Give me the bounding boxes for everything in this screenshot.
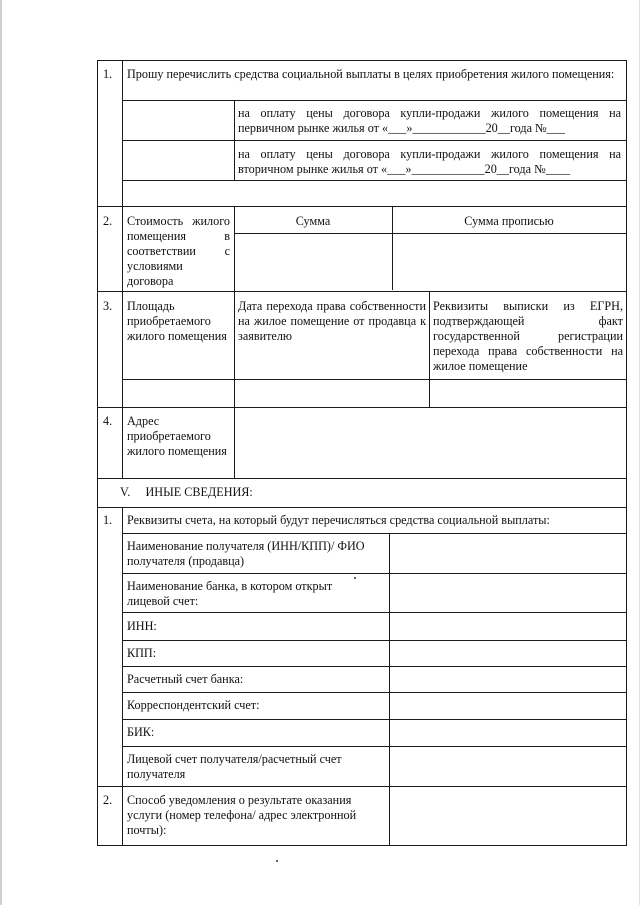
bank-name-label: Наименование банка, в котором открыт лицевой счет: [127, 579, 333, 608]
scan-speck [276, 860, 278, 862]
scan-speck [354, 577, 356, 579]
rule [97, 478, 627, 479]
table-border-left [97, 60, 98, 845]
item-number: 2. [103, 214, 113, 228]
rule [97, 206, 627, 207]
rule [97, 786, 627, 787]
num-column-divider-top [122, 60, 123, 478]
rule [122, 140, 627, 141]
rule [122, 100, 627, 101]
item-number: 4. [103, 414, 113, 428]
scan-edge-left [0, 0, 2, 905]
item1-request-text: Прошу перечислить средства социальной выплаты в целях приобретения жилого помещения: [127, 67, 615, 81]
column-header-sum: Сумма [295, 214, 331, 228]
recipient-account-label: Лицевой счет получателя/расчетный счет получателя [127, 752, 342, 781]
column-header-sum-in-words: Сумма прописью [464, 214, 554, 228]
recipient-name-label: Наименование получателя (ИНН/КПП)/ ФИО получателя (продавца) [127, 539, 365, 568]
correspondent-account-label: Корреспондентский счет: [127, 698, 260, 712]
account-details-text: Реквизиты счета, на который будут перечисляться средства социальной выплаты: [127, 513, 550, 527]
label-column-divider [234, 206, 235, 478]
rule [234, 233, 627, 234]
rule [122, 533, 627, 534]
option-secondary-market: на оплату цены договора купли-продажи жилого помещения на вторичном рынке жилья от «___»____________20__года №____ [238, 147, 621, 176]
item2-cost-label: Стоимость жилого помещения в соответствии с условиями договора [127, 214, 230, 288]
rule [97, 407, 627, 408]
rule [122, 640, 627, 641]
rule [97, 291, 627, 292]
item-number: 1. [103, 67, 113, 81]
rule [122, 746, 627, 747]
section-v-title: V. ИНЫЕ СВЕДЕНИЯ: [120, 485, 253, 499]
item-number: 1. [103, 513, 113, 527]
table-border-bottom [97, 845, 627, 846]
option-primary-market: на оплату цены договора купли-продажи жилого помещения на первичном рынке жилья от «___»____________20__года №___ [238, 106, 621, 135]
table-border-right [626, 60, 627, 845]
item3-area-label: Площадь приобретаемого жилого помещения [127, 299, 227, 343]
column-header-transfer-date: Дата перехода права собственности на жилое помещение от продавца к заявителю [238, 299, 426, 343]
num-column-divider-bottom [122, 507, 123, 845]
item3-column-divider [429, 291, 430, 407]
item4-address-label: Адрес приобретаемого жилого помещения [127, 414, 227, 458]
item-number: 2. [103, 793, 113, 807]
rule [122, 180, 627, 181]
inn-label: ИНН: [127, 619, 157, 633]
rule [122, 573, 627, 574]
table-border-top [97, 60, 627, 61]
rule [122, 612, 627, 613]
rule [122, 692, 627, 693]
kpp-label: КПП: [127, 646, 157, 660]
account-value-divider [389, 533, 390, 845]
bik-label: БИК: [127, 725, 155, 739]
item-number: 3. [103, 299, 113, 313]
rule [122, 719, 627, 720]
rule [122, 379, 627, 380]
column-header-egrn-details: Реквизиты выписки из ЕГРН, подтверждающей факт государственной регистрации перехода права собственности на жилое помещение [433, 299, 623, 373]
rule [122, 666, 627, 667]
rule [97, 507, 627, 508]
settlement-account-label: Расчетный счет банка: [127, 672, 244, 686]
notification-method-label: Способ уведомления о результате оказания услуги (номер телефона/ адрес электронной почты): [127, 793, 357, 837]
